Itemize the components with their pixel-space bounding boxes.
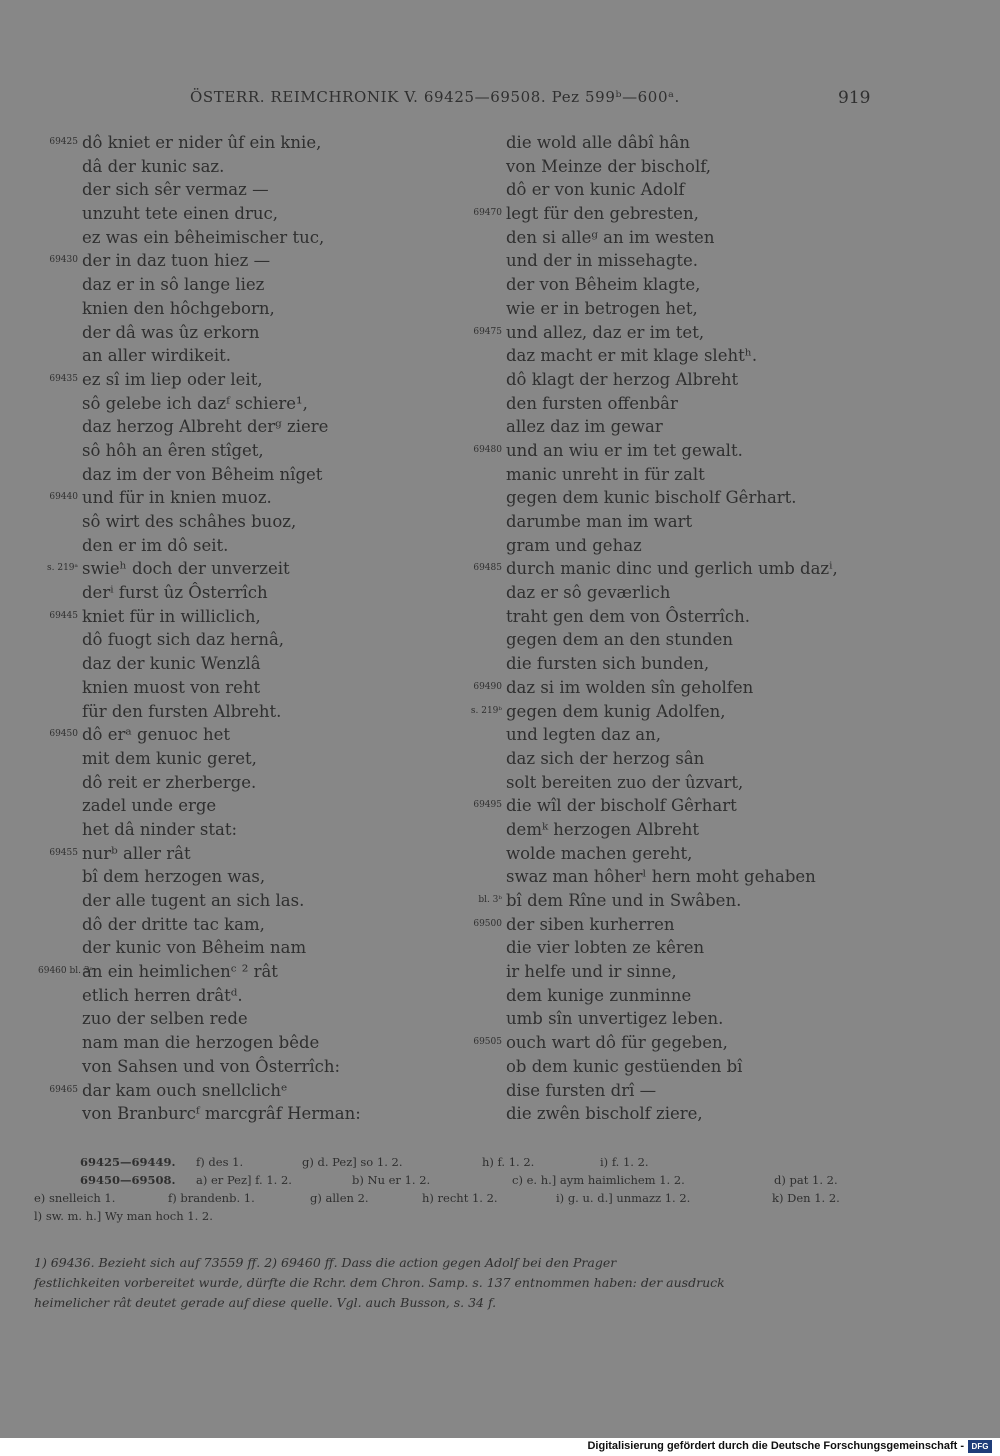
verse-line — [38, 226, 478, 250]
verse-line — [38, 960, 478, 984]
verse-line — [462, 463, 882, 487]
verse-text: die zwên bischolf ziere, — [506, 1104, 703, 1124]
line-number: 69500 — [473, 918, 502, 929]
verse-line — [38, 415, 478, 439]
verse-line — [462, 178, 882, 202]
verse-text: etlich herren drâtᵈ. — [82, 985, 243, 1005]
verse-text: kniet für in williclich, — [82, 606, 261, 626]
verse-line — [462, 842, 882, 866]
verse-line — [462, 249, 882, 273]
verse-line — [38, 984, 478, 1008]
verse-line — [38, 913, 478, 937]
verse-line — [38, 628, 478, 652]
verse-text: allez daz im gewar — [506, 417, 663, 437]
verse-text: dar kam ouch snellclichᵉ — [82, 1080, 288, 1100]
verse-line — [462, 1007, 882, 1031]
verse-text: ir helfe und ir sinne, — [506, 962, 677, 982]
verse-text: die wold alle dâbî hân — [506, 133, 690, 152]
verse-line — [462, 297, 882, 321]
line-number: s. 219ᵇ — [470, 705, 502, 716]
verse-text: derⁱ furst ûz Ôsterrîch — [82, 583, 268, 603]
verse-text: den si alleᵍ an im westen — [506, 227, 715, 247]
verse-line — [38, 771, 478, 795]
verse-text: an ein heimlichenᶜ ² rât — [82, 962, 278, 982]
verse-text: gram und gehaz — [506, 535, 642, 555]
verse-line — [462, 534, 882, 558]
verse-text: dô klagt der herzog Albreht — [506, 369, 739, 389]
verse-text: daz si im wolden sîn geholfen — [506, 677, 754, 697]
verse-line — [38, 1055, 478, 1079]
verse-line — [462, 581, 882, 605]
verse-text: wolde machen gereht, — [506, 843, 693, 863]
verse-text: daz er sô geværlich — [506, 583, 671, 603]
verse-text: daz der kunic Wenzlâ — [82, 654, 261, 674]
verse-text: und der in missehagte. — [506, 251, 698, 271]
footnotes — [34, 1253, 864, 1313]
page-header — [0, 88, 1000, 112]
line-number: bl. 3ᵇ — [478, 895, 502, 905]
verse-text: bî dem herzogen was, — [82, 867, 266, 887]
verse-text: der sich sêr vermaz — — [82, 180, 269, 200]
verse-line — [38, 700, 478, 724]
verse-text: nurᵇ aller rât — [82, 843, 191, 863]
line-number: 69430 — [49, 255, 78, 266]
footnote-line: heimelicher rât deutet gerade auf diese quelle. Vgl. auch Busson, s. 34 f. — [34, 1295, 497, 1310]
running-head: ÖSTERR. REIMCHRONIK V. 69425—69508. Pez 599ᵇ—600ᵃ. — [190, 88, 680, 106]
verse-line — [462, 368, 882, 392]
verse-line — [38, 794, 478, 818]
verse-line — [38, 1031, 478, 1055]
verse-line — [38, 249, 478, 273]
verse-text: von Sahsen und von Ôsterrîch: — [82, 1056, 341, 1076]
verse-line — [462, 226, 882, 250]
verse-line — [38, 818, 478, 842]
line-number: 69445 — [49, 610, 78, 621]
verse-text: demᵏ herzogen Albreht — [506, 819, 700, 839]
verse-line — [38, 865, 478, 889]
variant-entry: b) Nu er 1. 2. — [352, 1173, 431, 1187]
variant-entry: 69450—69508. — [80, 1173, 176, 1187]
verse-line — [38, 534, 478, 558]
line-number: 69435 — [49, 373, 78, 384]
verse-text: het dâ ninder stat: — [82, 819, 238, 839]
verse-line — [462, 628, 882, 652]
verse-text: darumbe man im wart — [506, 512, 693, 531]
verse-line — [38, 1007, 478, 1031]
verse-text: umb sîn unvertigez leben. — [506, 1009, 724, 1029]
verse-text: knien den hôchgeborn, — [82, 298, 275, 318]
verse-line — [462, 889, 882, 913]
variant-entry: k) Den 1. 2. — [772, 1191, 840, 1205]
line-number: 69505 — [473, 1037, 502, 1048]
verse-text: daz im der von Bêheim nîget — [82, 464, 323, 484]
verse-text: der in daz tuon hiez — — [82, 251, 271, 271]
variant-line — [34, 1171, 868, 1189]
dfg-logo-icon: DFG — [968, 1440, 992, 1453]
verse-column-right — [462, 131, 882, 1126]
verse-text: und für in knien muoz. — [82, 488, 272, 508]
verse-text: von Branburcᶠ marcgrâf Herman: — [82, 1104, 361, 1124]
verse-text: den fursten offenbâr — [506, 393, 678, 413]
verse-text: swieʰ doch der unverzeit — [82, 559, 290, 579]
line-number: 69455 — [49, 847, 78, 858]
variant-line — [34, 1153, 868, 1171]
verse-text: unzuht tete einen druc, — [82, 204, 278, 224]
verse-line — [38, 723, 478, 747]
verse-line — [462, 155, 882, 179]
line-number: 69485 — [473, 563, 502, 574]
line-number: s. 219ᵃ — [47, 563, 78, 574]
verse-text: swaz man hôherˡ hern moht gehaben — [506, 867, 816, 887]
verse-line — [38, 321, 478, 345]
variant-entry: i) g. u. d.] unmazz 1. 2. — [556, 1191, 691, 1205]
verse-line — [38, 842, 478, 866]
verse-line — [38, 605, 478, 629]
verse-line — [38, 439, 478, 463]
verse-text: der dâ was ûz erkorn — [82, 322, 260, 342]
verse-line — [462, 557, 882, 581]
verse-line — [38, 889, 478, 913]
page-number: 919 — [838, 88, 871, 108]
verse-line — [38, 463, 478, 487]
verse-line — [462, 913, 882, 937]
verse-line — [38, 297, 478, 321]
verse-text: sô wirt des schâhes buoz, — [82, 512, 297, 531]
verse-line — [462, 392, 882, 416]
verse-line — [38, 747, 478, 771]
verse-text: daz sich der herzog sân — [506, 748, 705, 768]
verse-text: mit dem kunic geret, — [82, 748, 257, 768]
variant-entry: a) er Pez] f. 1. 2. — [196, 1173, 292, 1187]
verse-line — [462, 960, 882, 984]
verse-line — [462, 794, 882, 818]
line-number: 69495 — [473, 800, 502, 811]
verse-text: daz herzog Albreht derᵍ ziere — [82, 417, 329, 437]
verse-text: dem kunige zunminne — [506, 985, 692, 1005]
verse-line — [462, 344, 882, 368]
verse-text: daz er in sô lange liez — [82, 275, 265, 295]
variant-entry: d) pat 1. 2. — [774, 1173, 838, 1187]
verse-text: gegen dem kunig Adolfen, — [506, 701, 726, 721]
verse-line — [462, 676, 882, 700]
variant-entry: h) recht 1. 2. — [422, 1191, 498, 1205]
verse-text: die fursten sich bunden, — [506, 654, 710, 674]
verse-text: wie er in betrogen het, — [506, 298, 698, 318]
verse-line — [462, 415, 882, 439]
verse-text: der siben kurherren — [506, 914, 675, 934]
verse-line — [462, 747, 882, 771]
variant-entry: i) f. 1. 2. — [600, 1155, 649, 1169]
verse-text: der von Bêheim klagte, — [506, 275, 701, 295]
variant-entry: f) brandenb. 1. — [168, 1191, 255, 1205]
variant-entry: l) sw. m. h.] Wy man hoch 1. 2. — [34, 1209, 213, 1223]
verse-line — [462, 439, 882, 463]
verse-text: zuo der selben rede — [82, 1009, 248, 1029]
verse-line — [462, 486, 882, 510]
line-number: 69460 bl. 3ᵃ — [38, 966, 94, 977]
line-number: 69490 — [473, 681, 502, 692]
funding-credit: Digitalisierung gefördert durch die Deutsche Forschungsgemeinschaft - — [587, 1440, 964, 1452]
verse-line — [462, 1055, 882, 1079]
verse-line — [38, 486, 478, 510]
variant-entry: g) d. Pez] so 1. 2. — [302, 1155, 403, 1169]
verse-text: die wîl der bischolf Gêrhart — [506, 796, 737, 816]
verse-line — [462, 202, 882, 226]
verse-line — [462, 131, 882, 155]
verse-line — [38, 510, 478, 534]
variant-entry: g) allen 2. — [310, 1191, 369, 1205]
variant-entry: h) f. 1. 2. — [482, 1155, 535, 1169]
verse-text: für den fursten Albreht. — [82, 701, 282, 721]
verse-text: ez sî im liep oder leit, — [82, 369, 263, 389]
verse-text: von Meinze der bischolf, — [506, 156, 712, 176]
verse-line — [38, 676, 478, 700]
verse-text: und allez, daz er im tet, — [506, 322, 705, 342]
verse-line — [462, 510, 882, 534]
verse-text: knien muost von reht — [82, 677, 261, 697]
verse-line — [462, 818, 882, 842]
verse-line — [462, 865, 882, 889]
verse-line — [38, 344, 478, 368]
verse-text: dô er von kunic Adolf — [506, 180, 685, 200]
verse-text: gegen dem an den stunden — [506, 630, 733, 650]
verse-text: der alle tugent an sich las. — [82, 891, 305, 910]
verse-text: durch manic dinc und gerlich umb dazⁱ, — [506, 559, 838, 579]
verse-text: dô der dritte tac kam, — [82, 914, 265, 934]
verse-line — [38, 178, 478, 202]
verse-text: die vier lobten ze kêren — [506, 938, 705, 958]
verse-text: manic unreht in für zalt — [506, 464, 705, 484]
verse-line — [462, 984, 882, 1008]
verse-column-left — [38, 131, 478, 1126]
verse-line — [38, 652, 478, 676]
verse-text: bî dem Rîne und in Swâben. — [506, 891, 742, 910]
verse-line — [462, 321, 882, 345]
verse-line — [462, 723, 882, 747]
line-number: 69425 — [49, 137, 78, 147]
variant-entry: c) e. h.] aym haimlichem 1. 2. — [512, 1173, 685, 1187]
verse-text: sô gelebe ich dazᶠ schiere¹, — [82, 393, 308, 413]
verse-line — [38, 1079, 478, 1103]
line-number: 69475 — [473, 326, 502, 337]
verse-line — [38, 557, 478, 581]
footnote-line: festlichkeiten vorbereitet wurde, dürfte die Rchr. dem Chron. Samp. s. 137 entnommen haben: der ausdruck — [34, 1275, 725, 1290]
verse-text: zadel unde erge — [82, 796, 217, 816]
verse-line — [38, 202, 478, 226]
verse-line — [462, 273, 882, 297]
verse-line — [38, 155, 478, 179]
verse-line — [38, 368, 478, 392]
verse-text: dô kniet er nider ûf ein knie, — [82, 133, 322, 152]
verse-line — [462, 936, 882, 960]
verse-text: traht gen dem von Ôsterrîch. — [506, 606, 750, 626]
verse-text: dô reit er zherberge. — [82, 772, 257, 792]
variant-line — [34, 1189, 868, 1207]
verse-line — [462, 1079, 882, 1103]
verse-text: ob dem kunic gestüenden bî — [506, 1056, 743, 1076]
verse-text: legt für den gebresten, — [506, 204, 699, 224]
verse-line — [462, 652, 882, 676]
variant-entry: e) snelleich 1. — [34, 1191, 116, 1205]
verse-line — [38, 581, 478, 605]
verse-text: ez was ein bêheimischer tuc, — [82, 227, 325, 247]
variant-line — [34, 1207, 868, 1225]
line-number: 69450 — [49, 729, 78, 740]
variant-apparatus — [34, 1153, 868, 1225]
variant-entry: 69425—69449. — [80, 1155, 176, 1169]
digitization-footer — [0, 1438, 1000, 1456]
verse-text: dise fursten drî — — [506, 1080, 657, 1100]
verse-text: dô fuogt sich daz hernâ, — [82, 630, 285, 650]
line-number: 69480 — [473, 444, 502, 455]
verse-line — [462, 1031, 882, 1055]
footnote-line: 1) 69436. Bezieht sich auf 73559 ff. 2) 69460 ff. Dass die action gegen Adolf bei den Prager — [34, 1255, 617, 1270]
verse-line — [462, 1102, 882, 1126]
verse-line — [462, 700, 882, 724]
verse-text: nam man die herzogen bêde — [82, 1033, 320, 1053]
verse-text: sô hôh an êren stîget, — [82, 440, 264, 460]
verse-line — [462, 771, 882, 795]
verse-text: ouch wart dô für gegeben, — [506, 1033, 728, 1053]
variant-entry: f) des 1. — [196, 1155, 244, 1169]
verse-text: gegen dem kunic bischolf Gêrhart. — [506, 488, 797, 508]
verse-text: dâ der kunic saz. — [82, 156, 225, 176]
verse-line — [38, 1102, 478, 1126]
verse-line — [38, 392, 478, 416]
line-number: 69470 — [473, 208, 502, 219]
verse-text: und an wiu er im tet gewalt. — [506, 440, 743, 460]
verse-line — [38, 273, 478, 297]
verse-text: dô erᵃ genuoc het — [82, 725, 231, 745]
verse-text: an aller wirdikeit. — [82, 346, 232, 366]
verse-text: der kunic von Bêheim nam — [82, 938, 307, 958]
verse-line — [462, 605, 882, 629]
verse-text: daz macht er mit klage slehtʰ. — [506, 346, 758, 366]
line-number: 69440 — [49, 492, 78, 503]
verse-text: den er im dô seit. — [82, 535, 229, 555]
verse-line — [38, 131, 478, 155]
verse-line — [38, 936, 478, 960]
verse-text: solt bereiten zuo der ûzvart, — [506, 772, 744, 792]
line-number: 69465 — [49, 1084, 78, 1095]
verse-text: und legten daz an, — [506, 725, 661, 745]
